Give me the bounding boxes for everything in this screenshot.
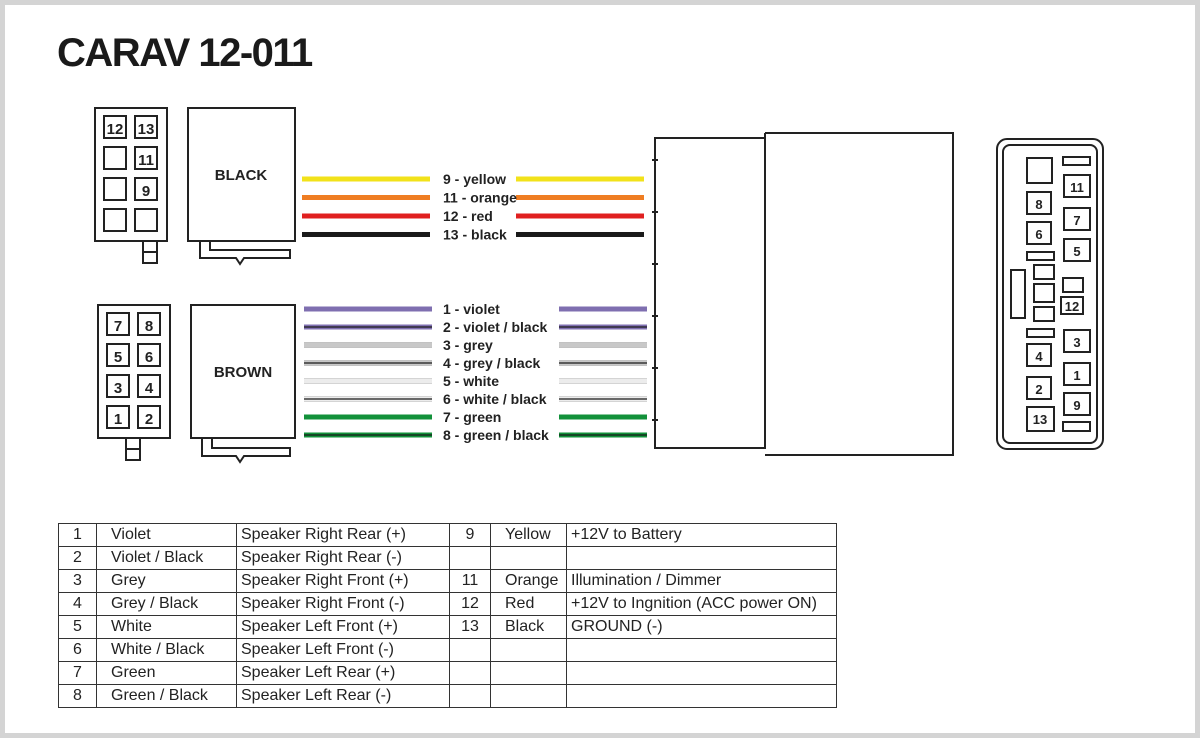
brown-connector-housing bbox=[191, 305, 295, 462]
brown-wire-label: 8 - green / black bbox=[443, 427, 549, 443]
brown-pin-4: 4 bbox=[144, 380, 154, 397]
table-row bbox=[59, 685, 837, 708]
brown-wire-5 bbox=[304, 391, 647, 407]
table-row bbox=[59, 593, 837, 616]
vehicle-pin-5: 5 bbox=[1073, 244, 1081, 259]
brown-pin-6: 6 bbox=[144, 349, 154, 366]
vehicle-pin-7: 7 bbox=[1073, 213, 1081, 228]
black-wire-0 bbox=[302, 171, 644, 187]
pin-number-cell: 5 bbox=[59, 616, 97, 639]
black-wire-label: 13 - black bbox=[443, 226, 507, 243]
black-wire-label: 9 - yellow bbox=[443, 171, 507, 187]
pin-function-cell: GROUND (-) bbox=[567, 616, 837, 639]
table-row bbox=[59, 616, 837, 639]
pin-number-cell bbox=[450, 662, 491, 685]
brown-wire-7 bbox=[304, 427, 647, 443]
brown-wire-label: 1 - violet bbox=[443, 301, 500, 317]
brown-wire-4 bbox=[304, 373, 647, 389]
wire-color-cell: Red bbox=[491, 593, 567, 616]
black-wire-label: 12 - red bbox=[443, 208, 493, 224]
pin-number-cell: 7 bbox=[59, 662, 97, 685]
wire-color-cell: White / Black bbox=[97, 639, 237, 662]
vehicle-pin-2: 2 bbox=[1035, 382, 1043, 397]
brown-wire-0 bbox=[304, 301, 647, 317]
brown-wire-3 bbox=[304, 355, 647, 371]
black-pin-11: 11 bbox=[138, 152, 154, 169]
black-connector-label: BLACK bbox=[214, 167, 268, 184]
black-pin-13: 13 bbox=[137, 121, 155, 138]
pin-number-cell: 13 bbox=[450, 616, 491, 639]
vehicle-pin-8: 8 bbox=[1035, 197, 1043, 212]
pin-function-cell: Speaker Right Front (-) bbox=[237, 593, 450, 616]
pin-number-cell: 9 bbox=[450, 524, 491, 547]
black-wire-2 bbox=[302, 208, 644, 224]
pin-number-cell: 4 bbox=[59, 593, 97, 616]
table-row bbox=[59, 570, 837, 593]
brown-pin-2: 2 bbox=[144, 411, 154, 428]
brown-pin-5: 5 bbox=[113, 349, 123, 366]
pin-function-cell: Speaker Left Rear (-) bbox=[237, 685, 450, 708]
wire-color-cell: Black bbox=[491, 616, 567, 639]
pin-function-cell: Speaker Right Rear (-) bbox=[237, 547, 450, 570]
pin-number-cell: 3 bbox=[59, 570, 97, 593]
brown-wire-label: 7 - green bbox=[443, 409, 502, 425]
table-row bbox=[59, 662, 837, 685]
pin-function-cell bbox=[567, 639, 837, 662]
pin-number-cell: 8 bbox=[59, 685, 97, 708]
black-wire-3 bbox=[302, 227, 644, 243]
pin-function-cell: Speaker Right Front (+) bbox=[237, 570, 450, 593]
pin-function-cell bbox=[567, 547, 837, 570]
brown-wire-label: 3 - grey bbox=[443, 337, 493, 353]
vehicle-pin-4: 4 bbox=[1035, 349, 1043, 364]
wire-color-cell: Green / Black bbox=[97, 685, 237, 708]
vehicle-connector-face bbox=[997, 139, 1103, 449]
pin-number-cell bbox=[450, 639, 491, 662]
wire-color-cell: White bbox=[97, 616, 237, 639]
wire-color-cell: Grey / Black bbox=[97, 593, 237, 616]
pin-function-cell: Speaker Right Rear (+) bbox=[237, 524, 450, 547]
table-row bbox=[59, 524, 837, 547]
pin-number-cell bbox=[450, 547, 491, 570]
brown-wire-label: 2 - violet / black bbox=[443, 319, 548, 335]
wire-color-cell: Orange bbox=[491, 570, 567, 593]
wire-color-cell: Grey bbox=[97, 570, 237, 593]
wire-color-cell bbox=[491, 639, 567, 662]
brown-pin-1: 1 bbox=[113, 411, 123, 428]
pin-function-cell: Speaker Left Rear (+) bbox=[237, 662, 450, 685]
black-wire-group bbox=[302, 171, 644, 243]
pin-function-table bbox=[58, 523, 837, 708]
vehicle-pin-6: 6 bbox=[1035, 227, 1043, 242]
wire-color-cell: Green bbox=[97, 662, 237, 685]
pin-function-cell bbox=[567, 685, 837, 708]
pin-number-cell bbox=[450, 685, 491, 708]
brown-wire-label: 6 - white / black bbox=[443, 391, 547, 407]
pin-function-cell: Speaker Left Front (+) bbox=[237, 616, 450, 639]
wire-color-cell: Violet bbox=[97, 524, 237, 547]
pin-function-cell: +12V to Battery bbox=[567, 524, 837, 547]
pin-number-cell: 6 bbox=[59, 639, 97, 662]
vehicle-pin-13: 13 bbox=[1032, 412, 1048, 427]
wire-color-cell: Violet / Black bbox=[97, 547, 237, 570]
table-row bbox=[59, 639, 837, 662]
brown-pin-3: 3 bbox=[113, 380, 123, 397]
black-wire-1 bbox=[302, 190, 644, 206]
vehicle-pin-12: 12 bbox=[1064, 299, 1080, 314]
black-wire-label: 11 - orange bbox=[443, 189, 517, 206]
vehicle-pin-3: 3 bbox=[1073, 335, 1081, 350]
brown-wire-2 bbox=[304, 337, 647, 353]
brown-connector-label: BROWN bbox=[213, 364, 273, 381]
pin-number-cell: 12 bbox=[450, 593, 491, 616]
diagram-title: CARAV 12-011 bbox=[57, 31, 312, 75]
pin-function-cell bbox=[567, 662, 837, 685]
brown-connector-pin-face bbox=[98, 305, 170, 460]
pin-function-cell: +12V to Ingnition (ACC power ON) bbox=[567, 593, 837, 616]
brown-wire-label: 4 - grey / black bbox=[443, 355, 541, 371]
brown-wire-group bbox=[304, 301, 647, 443]
brown-pin-7: 7 bbox=[113, 318, 123, 335]
black-connector-housing bbox=[188, 108, 295, 264]
wire-color-cell: Yellow bbox=[491, 524, 567, 547]
pin-function-cell: Illumination / Dimmer bbox=[567, 570, 837, 593]
radio-connector-body bbox=[652, 133, 953, 455]
pin-number-cell: 2 bbox=[59, 547, 97, 570]
wire-color-cell bbox=[491, 662, 567, 685]
pin-number-cell: 1 bbox=[59, 524, 97, 547]
table-row bbox=[59, 547, 837, 570]
vehicle-pin-1: 1 bbox=[1073, 368, 1081, 383]
black-pin-9: 9 bbox=[141, 183, 151, 200]
brown-wire-1 bbox=[304, 319, 647, 335]
wire-color-cell bbox=[491, 685, 567, 708]
pin-number-cell: 11 bbox=[450, 570, 491, 593]
brown-pin-8: 8 bbox=[144, 318, 154, 335]
black-pin-12: 12 bbox=[106, 121, 124, 138]
pin-function-cell: Speaker Left Front (-) bbox=[237, 639, 450, 662]
wire-color-cell bbox=[491, 547, 567, 570]
vehicle-pin-9: 9 bbox=[1073, 398, 1081, 413]
brown-wire-label: 5 - white bbox=[443, 373, 500, 389]
vehicle-pin-11: 11 bbox=[1070, 180, 1084, 195]
brown-wire-6 bbox=[304, 409, 647, 425]
